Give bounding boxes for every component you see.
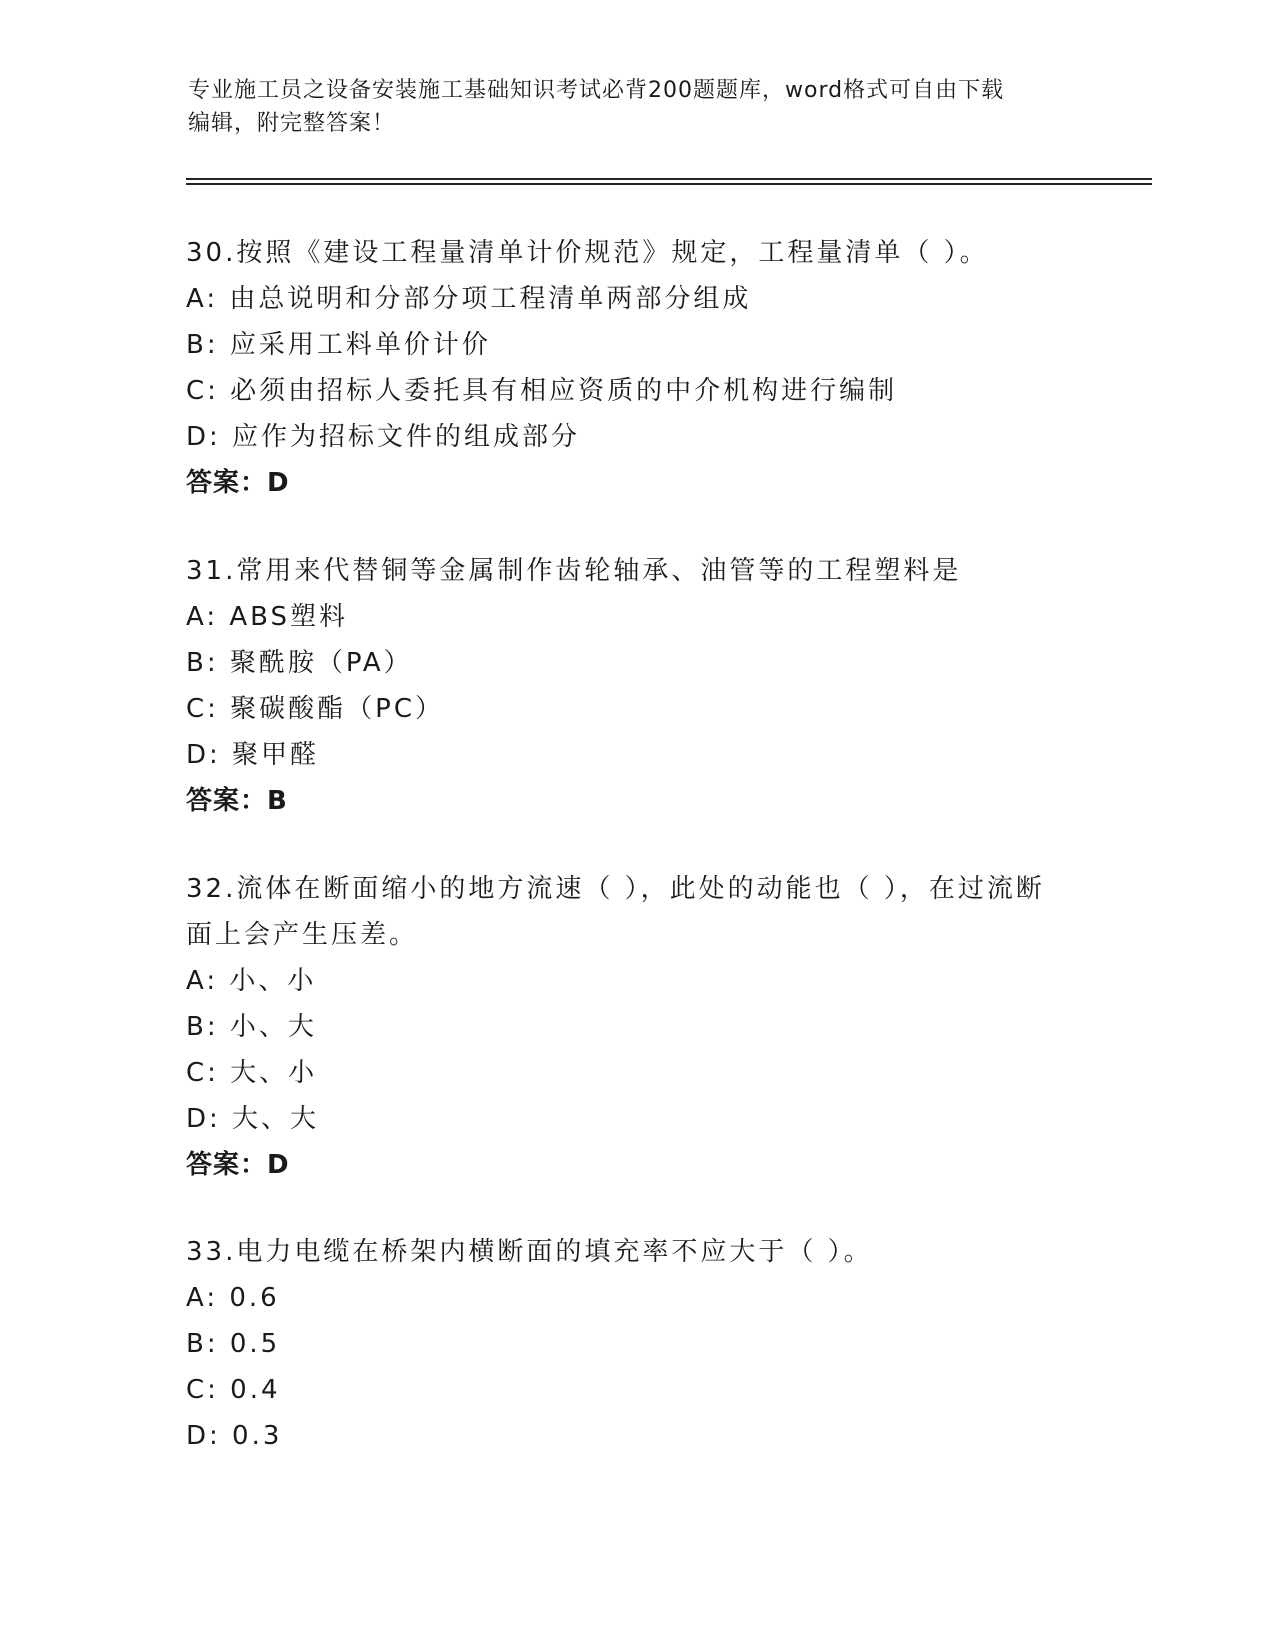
question-stem: 31.常用来代替铜等金属制作齿轮轴承、油管等的工程塑料是 <box>186 556 962 586</box>
option-b: B: 聚酰胺（PA） <box>186 648 413 678</box>
option-a: A: 0.6 <box>186 1283 280 1313</box>
header-divider-top <box>186 178 1152 180</box>
option-c: C: 0.4 <box>186 1375 281 1405</box>
option-a: A: 由总说明和分部分项工程清单两部分组成 <box>186 284 752 314</box>
header-line-1: 专业施工员之设备安装施工基础知识考试必背200题题库，word格式可自由下载 <box>188 78 1005 103</box>
question-32 <box>186 866 1116 1188</box>
question-31 <box>186 548 1116 824</box>
question-stem: 30.按照《建设工程量清单计价规范》规定，工程量清单（ ）。 <box>186 238 989 268</box>
answer: 答案：D <box>186 1150 290 1180</box>
option-a: A: ABS塑料 <box>186 602 349 632</box>
option-c: C: 大、小 <box>186 1058 318 1088</box>
answer: 答案：B <box>186 786 288 816</box>
question-30 <box>186 230 1116 506</box>
header-line-2: 编辑，附完整答案！ <box>188 111 396 136</box>
option-d: D: 大、大 <box>186 1104 320 1134</box>
header-divider-bottom <box>186 183 1152 185</box>
option-d: D: 聚甲醛 <box>186 740 320 770</box>
question-33 <box>186 1229 1116 1459</box>
document-header <box>188 74 1088 140</box>
option-c: C: 聚碳酸酯（PC） <box>186 694 445 724</box>
option-b: B: 应采用工料单价计价 <box>186 330 491 360</box>
option-a: A: 小、小 <box>186 966 317 996</box>
answer: 答案：D <box>186 468 290 498</box>
question-stem: 33.电力电缆在桥架内横断面的填充率不应大于（ ）。 <box>186 1237 873 1267</box>
question-stem-line-2: 面上会产生压差。 <box>186 920 419 950</box>
option-c: C: 必须由招标人委托具有相应资质的中介机构进行编制 <box>186 376 898 406</box>
option-b: B: 0.5 <box>186 1329 281 1359</box>
option-d: D: 应作为招标文件的组成部分 <box>186 422 581 452</box>
option-b: B: 小、大 <box>186 1012 317 1042</box>
option-d: D: 0.3 <box>186 1421 283 1451</box>
question-stem-line-1: 32.流体在断面缩小的地方流速（ ），此处的动能也（ ），在过流断 <box>186 874 1045 904</box>
